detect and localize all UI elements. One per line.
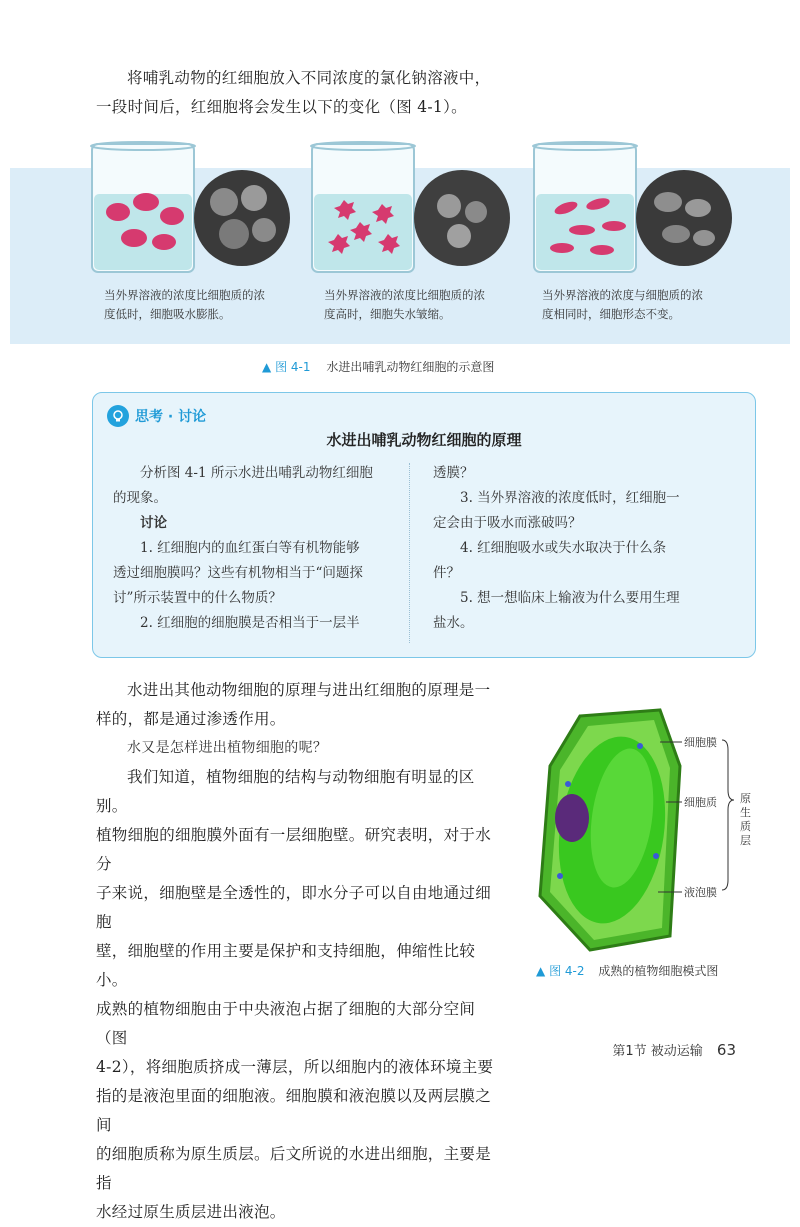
panel-3-caption-line-2: 度相同时，细胞形态不变。 [542, 307, 680, 321]
panel-1-caption [104, 286, 314, 324]
discussion-label: 思考 · 讨论 [135, 409, 207, 425]
intro-line-1: 将哺乳动物的红细胞放入不同浓度的氯化钠溶液中， [127, 69, 491, 87]
body-p2-line-6: 4-2），将细胞质挤成一薄层，所以细胞内的液体环境主要 [96, 1058, 494, 1076]
panel-2-caption [324, 286, 534, 324]
body-p2-line-3: 子来说，细胞壁是全透性的，即水分子可以自由地通过细胞 [96, 884, 492, 931]
figure-4-1-title: 水进出哺乳动物红细胞的示意图 [326, 360, 495, 374]
question-2-line-1: 2. 红细胞的细胞膜是否相当于一层半 [140, 615, 360, 631]
label-protoplast-layer [740, 792, 751, 848]
label-vacuole-membrane: 液泡膜 [684, 886, 717, 899]
question-1-line-3: 讨”所示装置中的什么物质？ [113, 590, 282, 606]
intro-paragraph [96, 64, 506, 122]
body-p2-line-4: 壁，细胞壁的作用主要是保护和支持细胞，伸缩性比较小。 [96, 942, 476, 989]
body-text [96, 676, 506, 1227]
panel-1-caption-line-1: 当外界溶液的浓度比细胞质的浓 [104, 288, 265, 302]
caption-triangle-icon: ▲ [536, 964, 546, 978]
body-p2-line-7: 指的是液泡里面的细胞液。细胞膜和液泡膜以及两层膜之间 [96, 1087, 492, 1134]
question-5-line-1: 5. 想一想临床上输液为什么要用生理 [460, 590, 680, 606]
beaker-normal-cells [526, 138, 736, 278]
figure-4-2-caption [536, 962, 718, 979]
protoplast-char-1: 原 [740, 792, 751, 805]
discussion-title: 水进出哺乳动物红细胞的原理 [326, 431, 522, 449]
page-number: 63 [716, 1041, 736, 1059]
body-question: 水又是怎样进出植物细胞的呢？ [127, 740, 328, 756]
panel-2-caption-line-2: 度高时，细胞失水皱缩。 [324, 307, 451, 321]
page-footer [612, 1040, 736, 1059]
body-p1-line-1: 水进出其他动物细胞的原理与进出红细胞的原理是一 [127, 681, 491, 699]
protoplast-char-4: 层 [740, 834, 751, 847]
discussion-subhead: 讨论 [140, 515, 167, 531]
panel-2-caption-line-1: 当外界溶液的浓度比细胞质的浓 [324, 288, 485, 302]
question-2-line-2: 透膜？ [433, 465, 474, 481]
protoplast-char-3: 质 [740, 820, 751, 833]
section-label: 第1节 被动运输 [612, 1044, 703, 1059]
question-5-line-2: 盐水。 [433, 615, 474, 631]
body-p2-line-9: 水经过原生质层进出液泡。 [96, 1203, 286, 1221]
lightbulb-icon [107, 405, 129, 427]
body-p2-line-8: 的细胞质称为原生质层。后文所说的水进出细胞，主要是指 [96, 1145, 492, 1192]
figure-4-1-number: 图 4-1 [275, 360, 311, 374]
discussion-intro-line-1: 分析图 4-1 所示水进出哺乳动物红细胞 [140, 465, 373, 481]
label-cell-membrane: 细胞膜 [684, 736, 717, 749]
discussion-intro-line-2: 的现象。 [113, 490, 167, 506]
question-1-line-1: 1. 红细胞内的血红蛋白等有机物能够 [140, 540, 360, 556]
question-4-line-2: 件？ [433, 565, 460, 581]
label-cytoplasm: 细胞质 [684, 796, 717, 809]
discussion-box [92, 392, 756, 658]
question-1-line-2: 透过细胞膜吗？这些有机物相当于“问题探 [113, 565, 363, 581]
panel-3-caption [542, 286, 752, 324]
panel-3-caption-line-1: 当外界溶液的浓度与细胞质的浓 [542, 288, 703, 302]
figure-4-1-caption [262, 358, 494, 375]
body-p2-line-1: 我们知道，植物细胞的结构与动物细胞有明显的区别。 [96, 768, 475, 815]
discussion-header [107, 405, 206, 427]
question-4-line-1: 4. 红细胞吸水或失水取决于什么条 [460, 540, 667, 556]
discussion-right-column [433, 461, 733, 636]
figure-4-2-title: 成熟的植物细胞模式图 [598, 964, 719, 978]
body-p2-line-2: 植物细胞的细胞膜外面有一层细胞壁。研究表明，对于水分 [96, 826, 492, 873]
body-p2-line-5: 成熟的植物细胞由于中央液泡占据了细胞的大部分空间（图 [96, 1000, 476, 1047]
intro-line-2: 一段时间后，红细胞将会发生以下的变化（图 4-1）。 [96, 98, 467, 116]
body-p1-line-2: 样的，都是通过渗透作用。 [96, 710, 286, 728]
caption-triangle-icon: ▲ [262, 360, 272, 374]
figure-4-2-number: 图 4-2 [549, 964, 585, 978]
panel-1-caption-line-2: 度低时，细胞吸水膨胀。 [104, 307, 231, 321]
beaker-shrunken-cells [304, 138, 514, 278]
beaker-swollen-cells [84, 138, 294, 278]
question-3-line-1: 3. 当外界溶液的浓度低时，红细胞一 [460, 490, 680, 506]
question-3-line-2: 定会由于吸水而涨破吗？ [433, 515, 582, 531]
column-divider [409, 463, 410, 643]
discussion-left-column [113, 461, 403, 636]
protoplast-char-2: 生 [740, 806, 751, 819]
